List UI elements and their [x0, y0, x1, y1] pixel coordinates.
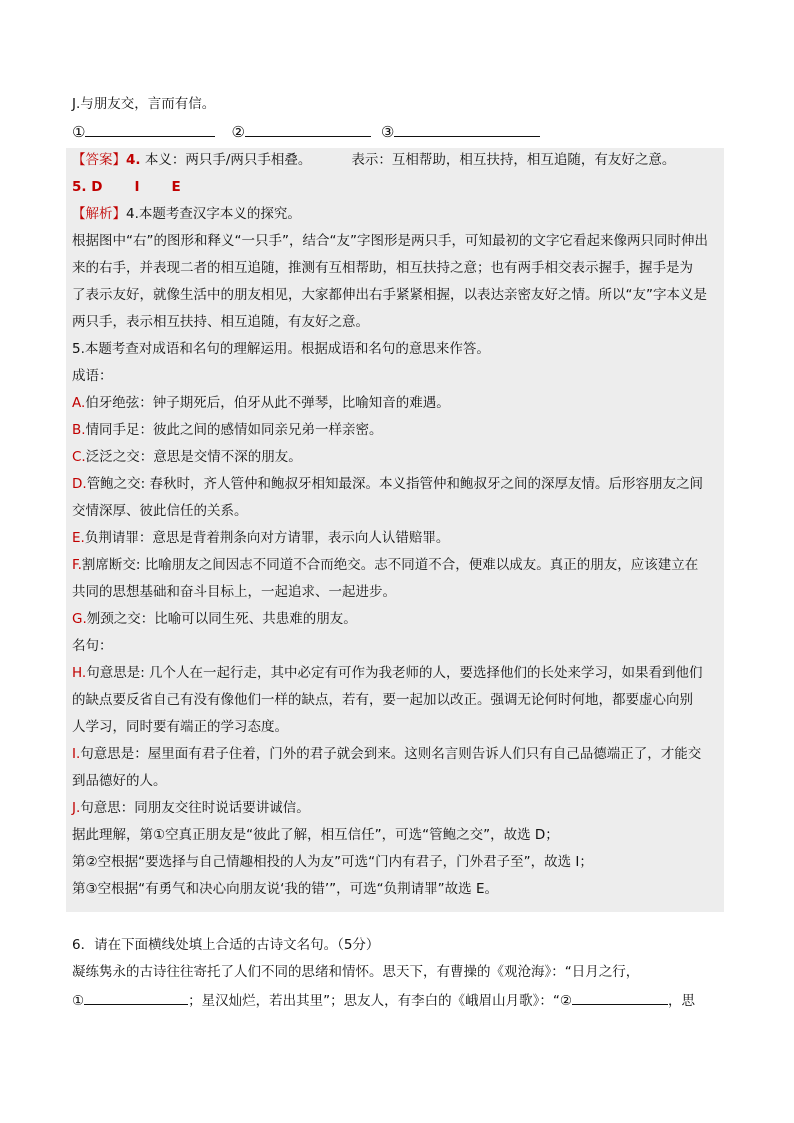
idiom-e-text: 负荆请罪：意思是背着荆条向对方请罪，表示向人认错赔罪。	[84, 530, 450, 546]
quote-i-letter: I.	[72, 746, 81, 762]
idiom-b	[72, 420, 383, 440]
blank-answer-row	[72, 122, 540, 142]
answer-q5-number: 5.	[72, 179, 87, 195]
answer-q4-meaning: 本义：两只手/两只手相叠。	[144, 152, 312, 168]
answer-q4-number: 4.	[126, 152, 141, 168]
idiom-a	[72, 393, 450, 413]
analysis-p1-line-1: 根据图中“右”的图形和释义“一只手”，结合“友”字图形是两只手，可知最初的文字它看起来像两只同时伸出	[72, 233, 708, 249]
question-6-heading: 6．请在下面横线处填上合适的古诗文名句。（5分）	[72, 937, 380, 953]
blank-1-label: ①	[72, 123, 86, 141]
q6-blank-1-label: ①	[72, 993, 85, 1009]
analysis-p1-line-2: 来的右手，并表现二者的相互追随，推测有互相帮助，相互扶持之意；也有两手相交表示握手，握手是为	[72, 260, 693, 276]
analysis-heading: 4.本题考查汉字本义的探究。	[126, 206, 301, 222]
answer-q5-choice-2: I	[134, 179, 140, 195]
answer-q4-representation: 表示：互相帮助，相互扶持，相互追随，有友好之意。	[351, 152, 676, 168]
answer-line-5	[72, 177, 181, 197]
q6-line-2-middle: ；星汉灿烂，若出其里”；思友人，有李白的《峨眉山月歌》：“②	[188, 993, 572, 1009]
quote-i	[72, 744, 701, 764]
idiom-f-letter: F.	[72, 557, 82, 573]
quote-j-letter: J.	[72, 800, 81, 816]
conclusion-line-3: 第③空根据“有勇气和决心向朋友说‘我的错’”，可选“负荆请罪”故选 E。	[72, 881, 498, 897]
analysis-tag: 【解析】	[72, 206, 126, 222]
idiom-f	[72, 555, 698, 575]
idiom-d-text-1: 管鲍之交: 春秋时，齐人管仲和鲍叔牙相知最深。本义指管仲和鲍叔牙之间的深厚友情。后形容朋友之间	[86, 476, 704, 492]
blank-3-line	[394, 122, 540, 137]
blank-2-label: ②	[231, 123, 245, 141]
question-j-line: J.与朋友交，言而有信。	[72, 96, 216, 112]
quote-j-text: 句意思：同朋友交往时说话要讲诚信。	[80, 800, 310, 816]
idiom-g-letter: G.	[72, 611, 87, 627]
idiom-a-text: 伯牙绝弦：钟子期死后，伯牙从此不弹琴，比喻知音的难遇。	[85, 395, 450, 411]
quote-h-line-2: 的缺点要反省自己有没有像他们一样的缺点，若有，要一起加以改正。强调无论何时何地，都要虚心向别	[72, 692, 693, 708]
idiom-d	[72, 474, 703, 494]
idiom-e-letter: E.	[72, 530, 85, 546]
blank-1-line	[85, 122, 215, 137]
idiom-c-letter: C.	[72, 449, 86, 465]
idioms-label: 成语：	[72, 368, 113, 384]
quote-i-line-2: 到品德好的人。	[72, 773, 167, 789]
quote-h-text-1: 句意思是: 几个人在一起行走，其中必定有可作为我老师的人，要选择他们的长处来学习，如果看到他们	[86, 665, 703, 681]
analysis-p1-line-4: 两只手，表示相互扶持、相互追随，有友好之意。	[72, 314, 369, 330]
quote-h-line-3: 人学习，同时要有端正的学习态度。	[72, 719, 288, 735]
conclusion-line-2: 第②空根据“要选择与自己情趣相投的人为友”可选“门内有君子，门外君子至”，故选 I；	[72, 854, 593, 870]
quote-j	[72, 798, 310, 818]
idiom-d-letter: D.	[72, 476, 87, 492]
idiom-b-letter: B.	[72, 422, 86, 438]
blank-2-line	[245, 122, 371, 137]
question-6-line-2	[72, 990, 695, 1011]
idiom-c-text: 泛泛之交：意思是交情不深的朋友。	[85, 449, 302, 465]
answer-q5-choice-1: D	[91, 179, 103, 195]
blank-3-label: ③	[380, 123, 395, 141]
conclusion-line-1: 据此理解，第①空真正朋友是“彼此了解，相互信任”，可选“管鲍之交”，故选 D；	[72, 827, 559, 843]
idiom-a-letter: A.	[72, 395, 86, 411]
answer-q5-choice-3: E	[171, 179, 181, 195]
quote-h-letter: H.	[72, 665, 87, 681]
idiom-b-text: 情同手足：彼此之间的感情如同亲兄弟一样亲密。	[85, 422, 383, 438]
quote-i-text-1: 句意思是：屋里面有君子住着，门外的君子就会到来。这则名言则告诉人们只有自己品德端正了，才能交	[80, 746, 702, 762]
idiom-c	[72, 447, 302, 467]
idiom-e	[72, 528, 449, 548]
quote-h	[72, 663, 703, 683]
quotes-label: 名句：	[72, 638, 113, 654]
idiom-f-continued: 共同的思想基础和奋斗目标上，一起追求、一起进步。	[72, 584, 396, 600]
idiom-d-continued: 交情深厚、彼此信任的关系。	[72, 503, 248, 519]
idiom-g-text: 刎颈之交：比喻可以同生死、共患难的朋友。	[86, 611, 357, 627]
analysis-p1-line-3: 了表示友好，就像生活中的朋友相见，大家都伸出右手紧紧相握，以表达亲密友好之情。所以“友”字本义是	[72, 287, 707, 303]
idiom-g	[72, 609, 357, 629]
q6-line-2-end: ，思	[667, 993, 695, 1009]
q6-blank-1-line	[84, 990, 188, 1005]
answer-line-4	[72, 150, 675, 170]
question-6-line-1: 凝练隽永的古诗往往寄托了人们不同的思绪和情怀。思天下，有曹操的《观沧海》：“日月之行，	[72, 964, 640, 980]
analysis-q5-heading: 5.本题考查对成语和名句的理解运用。根据成语和名句的意思来作答。	[72, 341, 490, 357]
q6-blank-2-line	[572, 990, 668, 1005]
idiom-f-text-1: 割席断交: 比喻朋友之间因志不同道不合而绝交。志不同道不合，便难以成友。真正的朋友，应该建立在	[81, 557, 699, 573]
analysis-heading-line	[72, 204, 301, 224]
answer-tag: 【答案】	[72, 152, 126, 168]
